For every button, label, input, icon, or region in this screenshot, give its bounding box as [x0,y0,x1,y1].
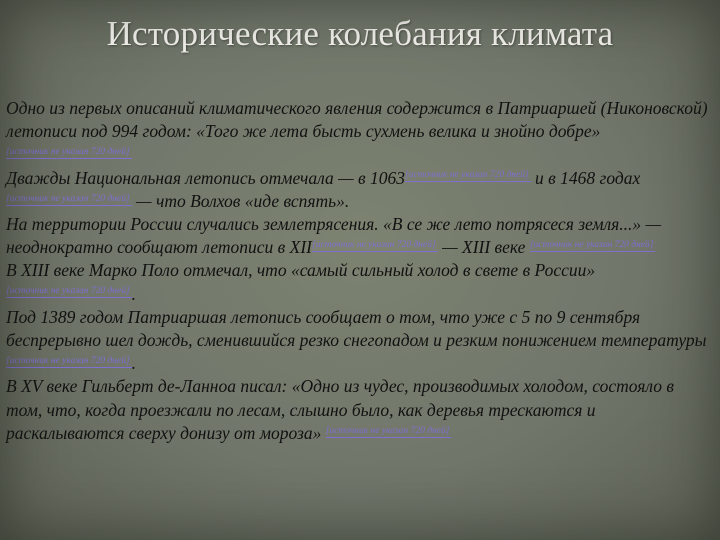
paragraph-text: На территории России случались землетрясения. «В се же лето потрясеся земля...» — неоднократно сообщают летописи в XII [6,214,662,258]
paragraph-text: Под 1389 годом Патриаршая летопись сообщает о том, что уже с 5 по 9 сентября беспрерывно шел дождь, сменившийся резко снегопадом и резким понижением температуры [6,306,707,351]
paragraph-lannoy [6,375,712,445]
paragraph-text: — что Волхов «иде вспять». [131,190,350,211]
citation-needed-link[interactable]: [источник не указан 720 дней] [405,170,529,181]
citation-needed-link[interactable]: [источник не указан 720 дней] [6,356,130,367]
paragraph-text: В XIII веке Марко Поло отмечал, что «самый сильный холод в свете в России» [6,260,596,281]
paragraph-text: . [131,353,137,374]
paragraph-volkhov [6,167,712,213]
slide-title: Исторические колебания климата [106,14,614,53]
paragraph-marco-polo [6,259,712,305]
citation-needed-link[interactable]: [источник не указан 720 дней] [325,425,450,436]
paragraph-earthquakes [6,213,712,259]
citation-needed-link[interactable]: [источник не указан 720 дней] [529,240,654,251]
paragraph-text: Одно из первых описаний климатического явления содержится в Патриаршей (Никоновской) летописи под 994 годом: «Того же лета бысть сухмень велика и знойно добре» [6,98,708,142]
paragraph-text: и в 1468 годах [530,167,641,188]
citation-needed-link[interactable]: [источник не указан 720 дней] [6,286,130,297]
paragraph-text: . [131,283,137,304]
paragraph-1389 [6,306,712,376]
citation-needed-link[interactable]: [источник не указан 720 дней] [6,147,130,158]
citation-needed-link[interactable]: [источник не указан 720 дней] [312,240,436,251]
citation-needed-link[interactable]: [источник не указан 720 дней] [6,193,130,204]
paragraph-text: Дважды Национальная летопись отмечала — в 1063 [6,167,405,188]
paragraph-chronicle-994 [6,97,712,167]
slide-body [6,97,712,445]
paragraph-text: — XIII веке [437,237,530,258]
paragraph-text: В XV веке Гильберт де-Ланноа писал: «Одно из чудес, производимых холодом, состояло в том, что, когда проезжали по лесам, слышно было, как деревья трескаются и раскалываются сверху донизу от мороза» [6,376,674,443]
